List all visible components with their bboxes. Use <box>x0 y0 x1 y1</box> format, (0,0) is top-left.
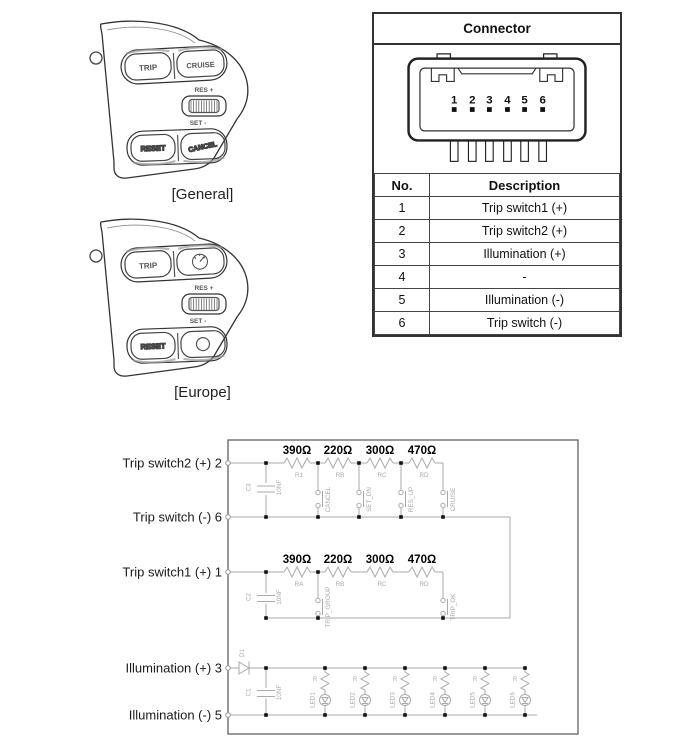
connector-panel <box>372 12 622 337</box>
figure-general-switch <box>85 12 320 203</box>
diode-D1 <box>239 662 249 674</box>
set-label: SET - <box>189 120 207 127</box>
pin-no: 2 <box>375 220 430 243</box>
cap-name-c1: C1 <box>245 688 253 697</box>
switch-label-cancel: CANCEL <box>325 486 332 513</box>
cruise-button-label: CRUISE <box>186 59 215 71</box>
connector-shell <box>409 54 586 141</box>
line-label-trip-switch-minus: Trip switch (-) 6 <box>132 509 222 525</box>
resistor-RC2 <box>367 567 393 577</box>
led-resistor-label: R <box>392 676 398 683</box>
led-resistor-label: R <box>472 676 478 683</box>
line-label-illumination-plus: Illumination (+) 3 <box>125 660 222 676</box>
table-row <box>375 289 620 312</box>
cap-value-c2: 10NF <box>276 589 283 605</box>
pin-description-table <box>374 173 620 335</box>
rd-value: 470Ω <box>407 445 437 457</box>
switch-label-res-up: RES_UP <box>408 486 415 513</box>
circuit-schematic <box>80 435 600 745</box>
pin-desc: Trip switch (-) <box>430 312 620 335</box>
resistor-RB2 <box>325 567 351 577</box>
pin-number: 1 <box>451 94 458 107</box>
cancel-button-label: CANCEL <box>187 141 218 155</box>
switch-label-trip-group: TRIP_GROUP <box>325 586 332 628</box>
table-row <box>375 312 620 335</box>
pin-no: 6 <box>375 312 430 335</box>
table-row <box>375 266 620 289</box>
rd-name: RD <box>419 472 429 479</box>
resistor-RB <box>325 458 351 468</box>
cap-name-c3: C3 <box>245 483 253 492</box>
table-row <box>375 197 620 220</box>
capacitor-C1 <box>257 668 275 715</box>
led-label-6: LED6 <box>509 692 517 708</box>
pin-desc: Trip switch1 (+) <box>430 197 620 220</box>
led-label-5: LED5 <box>469 692 477 708</box>
rb-name: RB <box>335 472 345 479</box>
res-label: RES + <box>194 87 214 94</box>
table-row <box>375 243 620 266</box>
rb-value: 220Ω <box>323 445 353 457</box>
led-resistor-label: R <box>312 676 318 683</box>
diode-label-d1: D1 <box>239 648 246 658</box>
switch-label-trip-ok: TRIP_OK <box>450 593 457 621</box>
r1-value: 390Ω <box>282 445 312 457</box>
capacitor-C2 <box>257 572 275 618</box>
rd2-value: 470Ω <box>407 554 437 566</box>
pin-number: 4 <box>504 94 511 107</box>
pin-number: 6 <box>539 94 546 107</box>
led-resistor-label: R <box>512 676 518 683</box>
europe-switch-drawing <box>85 210 320 380</box>
ra-name: RA <box>294 581 304 588</box>
reset-button-label: RESET <box>140 341 166 352</box>
res-label: RES + <box>194 285 214 292</box>
pin-number: 2 <box>469 94 476 107</box>
resistor-RC <box>367 458 393 468</box>
cap-value-c1: 10NF <box>276 684 283 701</box>
led-label-1: LED1 <box>309 692 317 708</box>
pin-desc: Illumination (-) <box>430 289 620 312</box>
connector-title: Connector <box>374 14 620 45</box>
pin-no: 1 <box>375 197 430 220</box>
pin-number: 5 <box>521 94 528 107</box>
table-row <box>375 220 620 243</box>
figure-europe-switch <box>85 210 320 401</box>
schematic-drawing <box>80 435 600 740</box>
rb2-name: RB <box>335 581 345 588</box>
cap-name-c2: C2 <box>245 592 253 602</box>
line-label-trip-switch2: Trip switch2 (+) 2 <box>122 455 222 471</box>
resistor-R1 <box>284 458 310 468</box>
resistor-RA <box>284 567 310 577</box>
rb2-value: 220Ω <box>323 554 353 566</box>
mount-clip-icon <box>90 250 102 262</box>
pin-no: 5 <box>375 289 430 312</box>
rc-value: 300Ω <box>365 445 395 457</box>
pin-desc: Trip switch2 (+) <box>430 220 620 243</box>
rc2-value: 300Ω <box>365 554 395 566</box>
ra-value: 390Ω <box>282 554 312 566</box>
cap-value-c3: 10NF <box>276 479 283 496</box>
led-label-3: LED3 <box>389 692 397 708</box>
set-label: SET - <box>189 318 207 325</box>
connector-drawing <box>380 49 614 171</box>
led-label-2: LED2 <box>349 692 357 708</box>
pin-number: 3 <box>486 94 493 107</box>
pin-desc: - <box>430 266 620 289</box>
figure-caption-general: [General] <box>171 186 234 203</box>
rc2-name: RC <box>377 581 387 588</box>
resistor-RD <box>409 458 435 468</box>
switch-label-cruise: CRUISE <box>450 487 457 512</box>
line-label-illumination-minus: Illumination (-) 5 <box>128 707 222 723</box>
connector-drawing-area <box>374 45 620 173</box>
trip-button-label: TRIP <box>138 260 158 271</box>
pin-desc: Illumination (+) <box>430 243 620 266</box>
led-resistor-label: R <box>432 676 438 683</box>
reset-button-label: RESET <box>140 143 166 154</box>
mount-clip-icon <box>90 52 102 64</box>
capacitor-C3 <box>257 463 275 517</box>
connector-pins-legs <box>450 140 546 161</box>
column-header-no: No. <box>375 174 430 197</box>
pin-no: 4 <box>375 266 430 289</box>
line-label-trip-switch1: Trip switch1 (+) 1 <box>122 564 222 580</box>
switch-label-set-dn: SET_DN <box>366 487 373 512</box>
pin-no: 3 <box>375 243 430 266</box>
rd2-name: RD <box>419 581 429 588</box>
led-resistor-label: R <box>352 676 358 683</box>
rc-name: RC <box>377 472 387 479</box>
column-header-description: Description <box>430 174 620 197</box>
led-label-4: LED4 <box>429 692 437 708</box>
r1-name: R1 <box>294 472 304 479</box>
switch-contacts <box>316 490 445 615</box>
trip-button-label: TRIP <box>138 62 158 73</box>
general-switch-drawing <box>85 12 320 182</box>
figure-caption-europe: [Europe] <box>174 384 231 401</box>
resistor-RD2 <box>409 567 435 577</box>
